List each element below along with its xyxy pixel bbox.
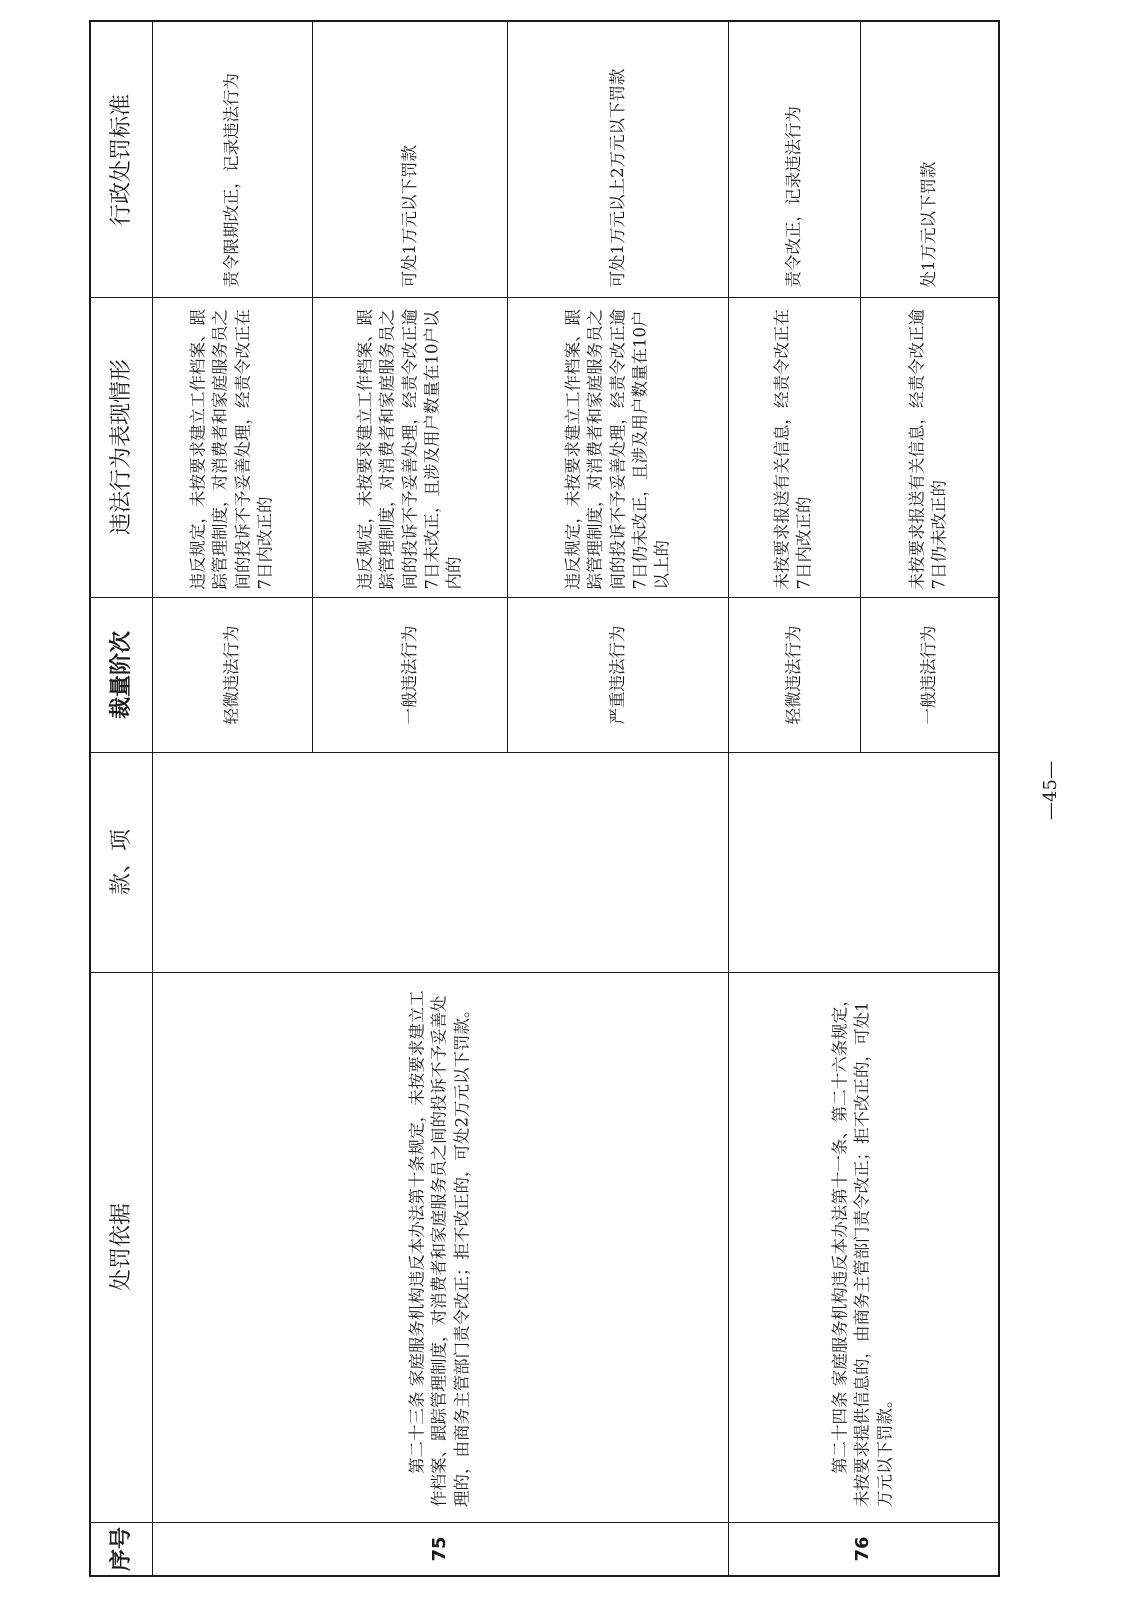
clause-cell — [728, 752, 998, 972]
situation-cell: 未按要求报送有关信息，经责令改正在7日内改正的 — [772, 309, 814, 590]
standard-cell: 处1万元以下罚款 — [918, 161, 938, 287]
situation-cell: 违反规定，未按要求建立工作档案、跟踪管理制度，对消费者和家庭服务员之间的投诉不予妥善处理，经责令改正在7日内改正的 — [188, 309, 275, 590]
header-clause: 款、项 — [108, 828, 134, 896]
level-cell: 一般违法行为 — [399, 625, 419, 724]
page-number: —45— — [1039, 760, 1061, 820]
situation-cell: 违反规定，未按要求建立工作档案、跟踪管理制度，对消费者和家庭服务员之间的投诉不予妥善处理，经责令改正逾7日未改正，且涉及用户数量在10户以内的 — [354, 309, 463, 590]
header-level: 裁量阶次 — [108, 630, 134, 719]
standard-cell: 责令改正，记录违法行为 — [783, 105, 803, 287]
header-basis: 处罚依据 — [108, 1202, 134, 1292]
header-seq: 序号 — [108, 1526, 134, 1571]
basis-cell: 第二十三条 家庭服务机构违反本办法第十条规定，未按要求建立工作档案、跟踪管理制度，对消费者和家庭服务员之间的投诉不予妥善处理的，由商务主管部门责令改正；拒不改正的，可处2万元以下罚款。 — [407, 990, 472, 1507]
penalty-table — [89, 20, 1000, 1577]
header-situation: 违法行为表现情形 — [108, 358, 134, 536]
level-cell: 轻微违法行为 — [783, 625, 803, 724]
seq-cell: 76 — [851, 1535, 873, 1562]
standard-cell: 可处1万元以下罚款 — [399, 144, 419, 287]
level-cell: 一般违法行为 — [918, 625, 938, 724]
seq-cell: 75 — [428, 1535, 450, 1562]
level-cell: 轻微违法行为 — [221, 625, 241, 724]
situation-cell: 未按要求报送有关信息，经责令改正逾7日仍未改正的 — [907, 309, 949, 590]
standard-cell: 责令限期改正，记录违法行为 — [221, 72, 241, 287]
standard-cell: 可处1万元以上2万元以下罚款 — [607, 68, 627, 287]
header-standard: 行政处罚标准 — [108, 93, 134, 226]
basis-cell: 第二十四条 家庭服务机构违反本办法第十一条、第二十六条规定，未按要求提供信息的，由商务主管部门责令改正；拒不改正的，可处1万元以下罚款。 — [830, 990, 895, 1507]
situation-cell: 违反规定，未按要求建立工作档案、跟踪管理制度，对消费者和家庭服务员之间的投诉不予妥善处理，经责令改正逾7日仍未改正，且涉及用户数量在10户以上的 — [562, 309, 671, 590]
clause-cell — [152, 752, 728, 972]
level-cell: 严重违法行为 — [607, 625, 627, 724]
